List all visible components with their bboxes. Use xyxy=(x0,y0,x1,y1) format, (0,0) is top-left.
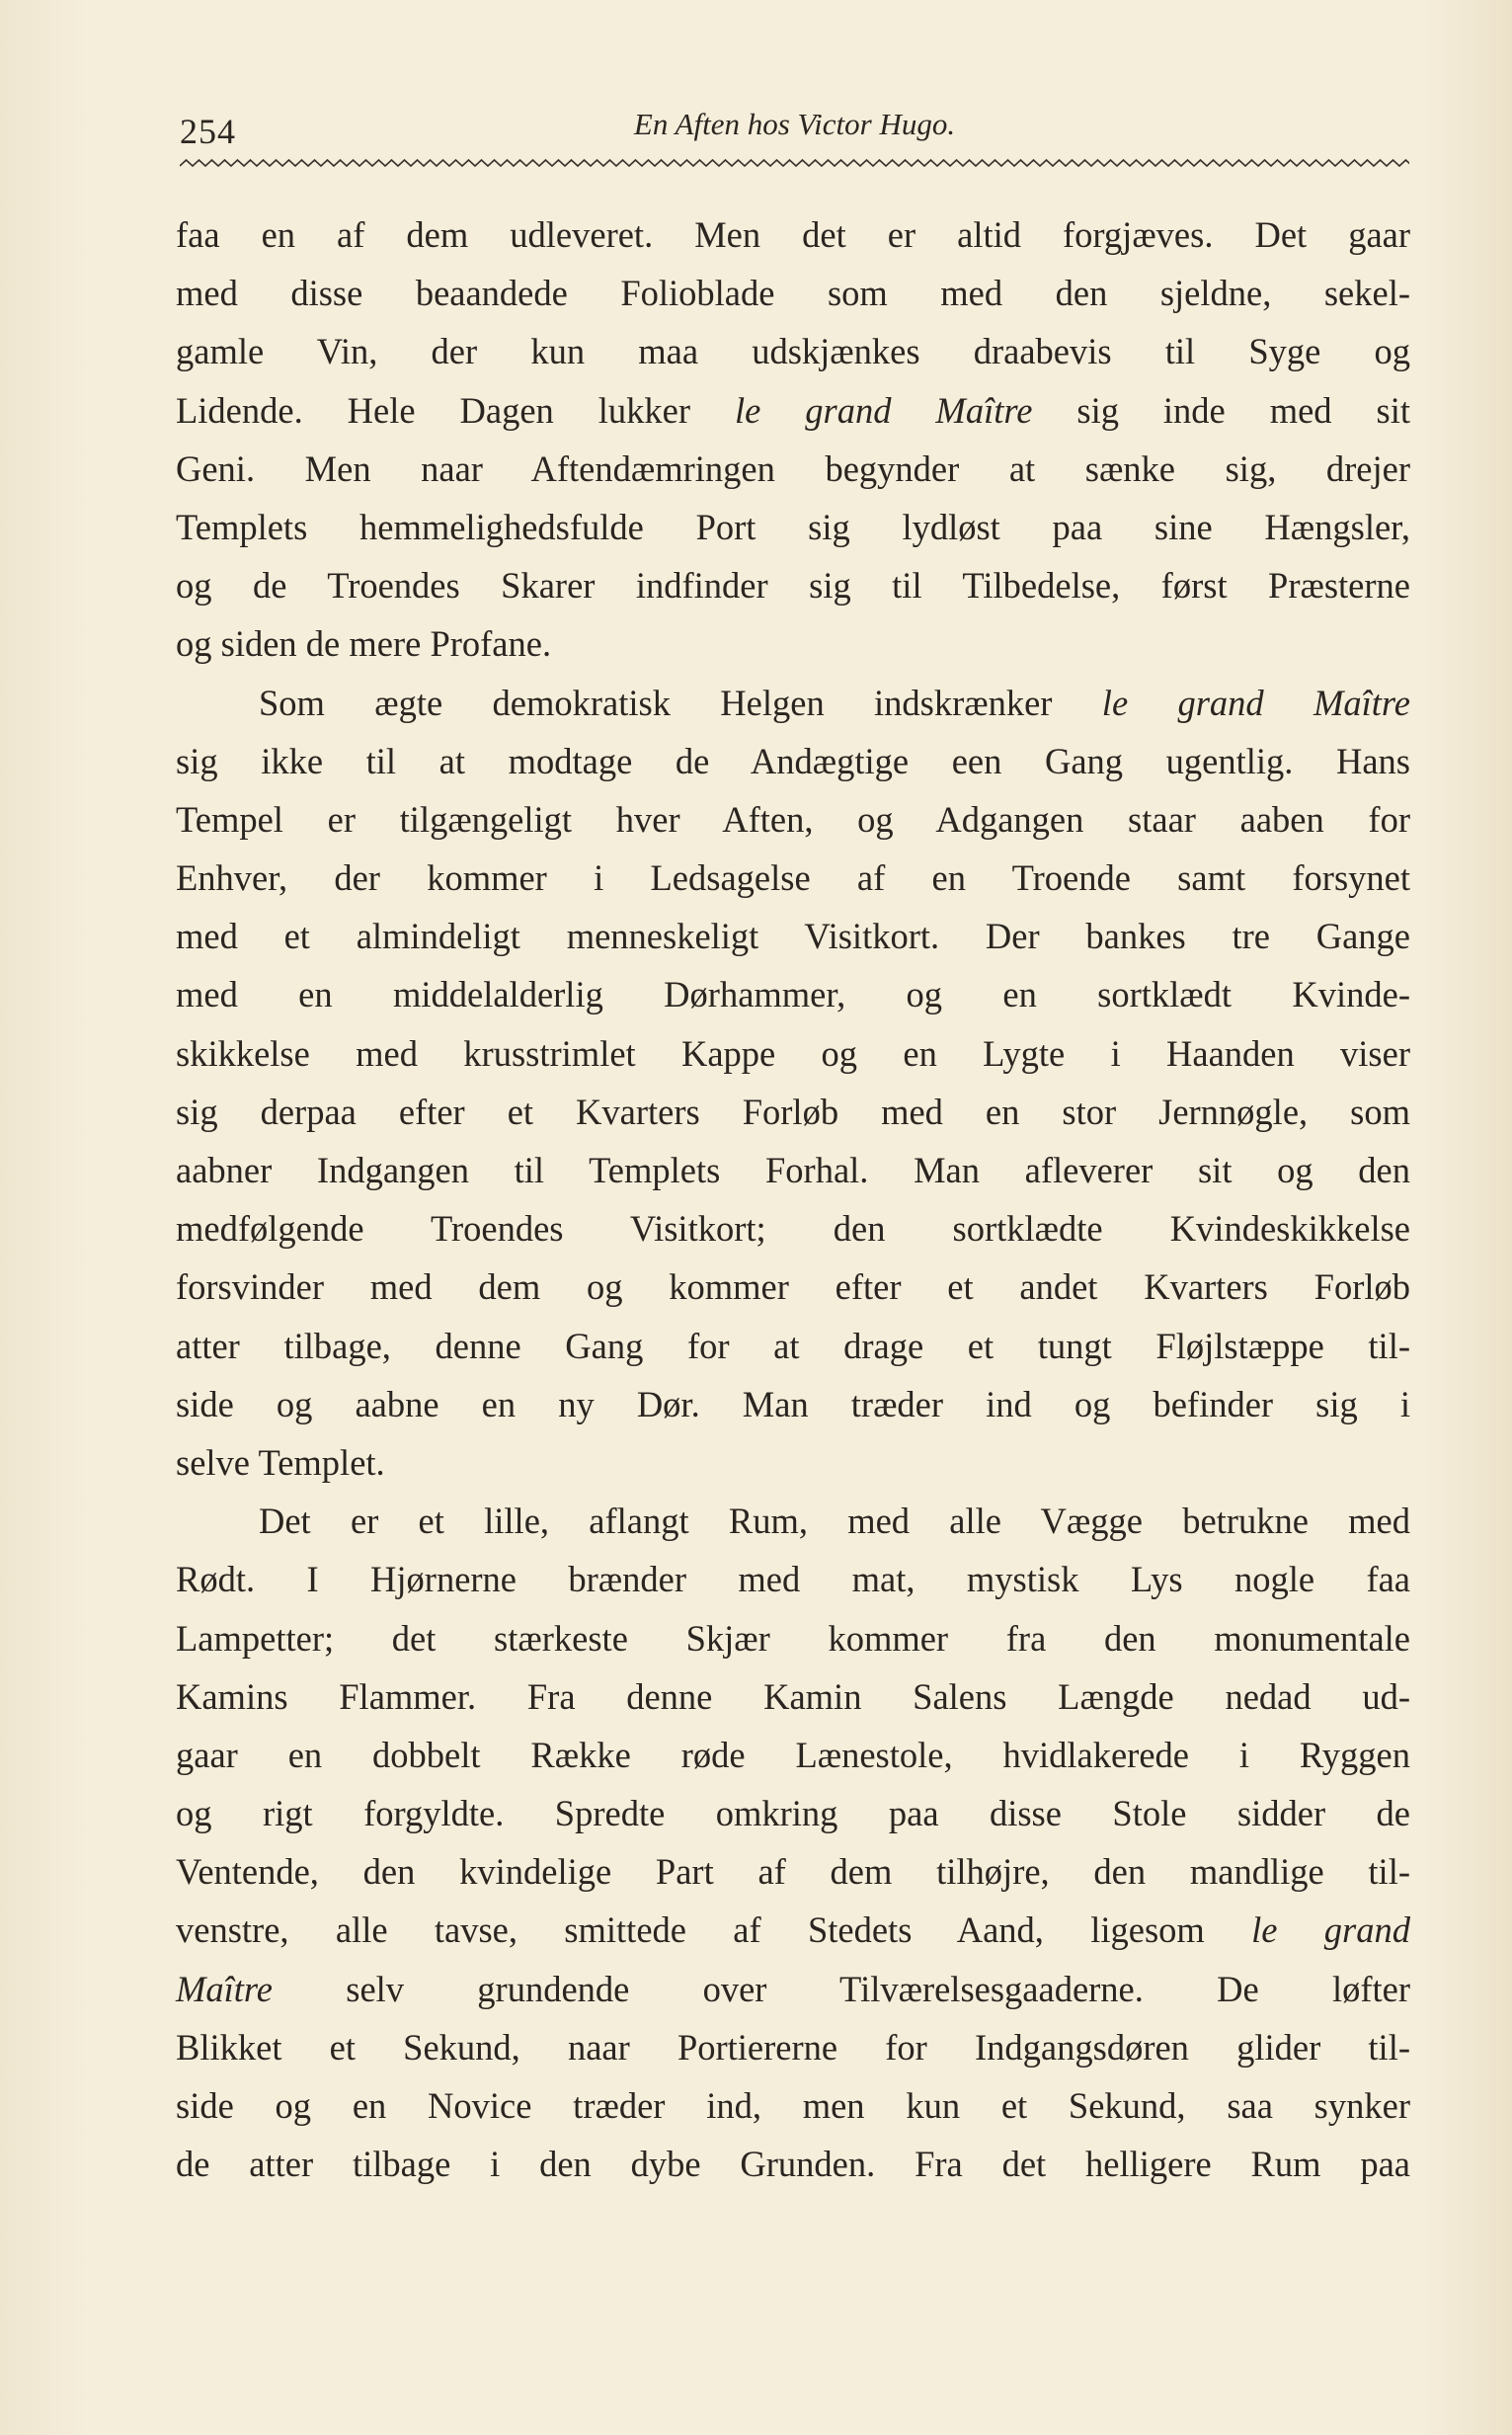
text-line: Templets hemmelighedsfulde Port sig lydløst paa sine Hængsler, xyxy=(176,506,1410,547)
page-number: 254 xyxy=(180,112,236,151)
text-line: Rødt. I Hjørnerne brænder med mat, mystisk Lys nogle faa xyxy=(176,1559,1410,1600)
text-line: sig ikke til at modtage de Andægtige een Gang ugentlig. Hans xyxy=(176,740,1410,781)
text-line: Blikket et Sekund, naar Portiererne for Indgangsdøren glider til- xyxy=(176,2026,1410,2068)
text-line: skikkelse med krusstrimlet Kappe og en Lygte i Haanden viser xyxy=(176,1032,1410,1074)
text-line: de atter tilbage i den dybe Grunden. Fra det helligere Rum paa xyxy=(176,2144,1410,2185)
body-text xyxy=(176,205,1410,2193)
text-line: Lidende. Hele Dagen lukker le grand Maître sig inde med sit xyxy=(176,389,1410,431)
text-line: med disse beaandede Folioblade som med den sjeldne, sekel- xyxy=(176,273,1410,314)
text-line: og siden de mere Profane. xyxy=(176,623,552,665)
text-line: Maître selv grundende over Tilværelsesgaaderne. De løfter xyxy=(176,1968,1410,2009)
text-line: sig derpaa efter et Kvarters Forløb med en stor Jernnøgle, som xyxy=(176,1091,1410,1132)
text-line: og rigt forgyldte. Spredte omkring paa disse Stole sidder de xyxy=(176,1793,1410,1834)
text-line: Tempel er tilgængeligt hver Aften, og Adgangen staar aaben for xyxy=(176,798,1410,840)
text-line: atter tilbage, denne Gang for at drage et tungt Fløjlstæppe til- xyxy=(176,1325,1410,1366)
text-line: gaar en dobbelt Række røde Lænestole, hvidlakerede i Ryggen xyxy=(176,1734,1410,1775)
text-line: Ventende, den kvindelige Part af dem tilhøjre, den mandlige til- xyxy=(176,1851,1410,1893)
text-line: med en middelalderlig Dørhammer, og en sortklædt Kvinde- xyxy=(176,974,1410,1015)
text-line: side og aabne en ny Dør. Man træder ind og befinder sig i xyxy=(176,1383,1410,1424)
text-line: aabner Indgangen til Templets Forhal. Man afleverer sit og den xyxy=(176,1150,1410,1190)
text-line: Det er et lille, aflangt Rum, med alle Vægge betrukne med xyxy=(259,1501,1410,1542)
text-line: med et almindeligt menneskeligt Visitkort. Der bankes tre Gange xyxy=(176,916,1410,957)
text-line: Geni. Men naar Aftendæmringen begynder at sænke sig, drejer xyxy=(176,447,1410,489)
text-line: side og en Novice træder ind, men kun et Sekund, saa synker xyxy=(176,2085,1410,2126)
text-line: og de Troendes Skarer indfinder sig til Tilbedelse, først Præsterne xyxy=(176,565,1410,607)
running-title: En Aften hos Victor Hugo. xyxy=(633,107,956,141)
decorative-wavy-rule xyxy=(180,158,1409,170)
text-line: faa en af dem udleveret. Men det er altid forgjæves. Det gaar xyxy=(176,214,1410,255)
text-line: medfølgende Troendes Visitkort; den sortklædte Kvindeskikkelse xyxy=(176,1208,1410,1250)
text-line: Enhver, der kommer i Ledsagelse af en Troende samt forsynet xyxy=(176,857,1410,899)
text-line: Lampetter; det stærkeste Skjær kommer fra den monumentale xyxy=(176,1617,1410,1659)
text-line: selve Templet. xyxy=(176,1441,385,1483)
page-header xyxy=(180,107,1409,156)
text-line: Kamins Flammer. Fra denne Kamin Salens Længde nedad ud- xyxy=(176,1675,1410,1717)
text-line: venstre, alle tavse, smittede af Stedets Aand, ligesom le grand xyxy=(176,1909,1410,1951)
text-line: forsvinder med dem og kommer efter et andet Kvarters Forløb xyxy=(176,1266,1410,1308)
text-line: Som ægte demokratisk Helgen indskrænker le grand Maître xyxy=(259,682,1410,723)
text-line: gamle Vin, der kun maa udskjænkes draabevis til Syge og xyxy=(176,331,1410,372)
